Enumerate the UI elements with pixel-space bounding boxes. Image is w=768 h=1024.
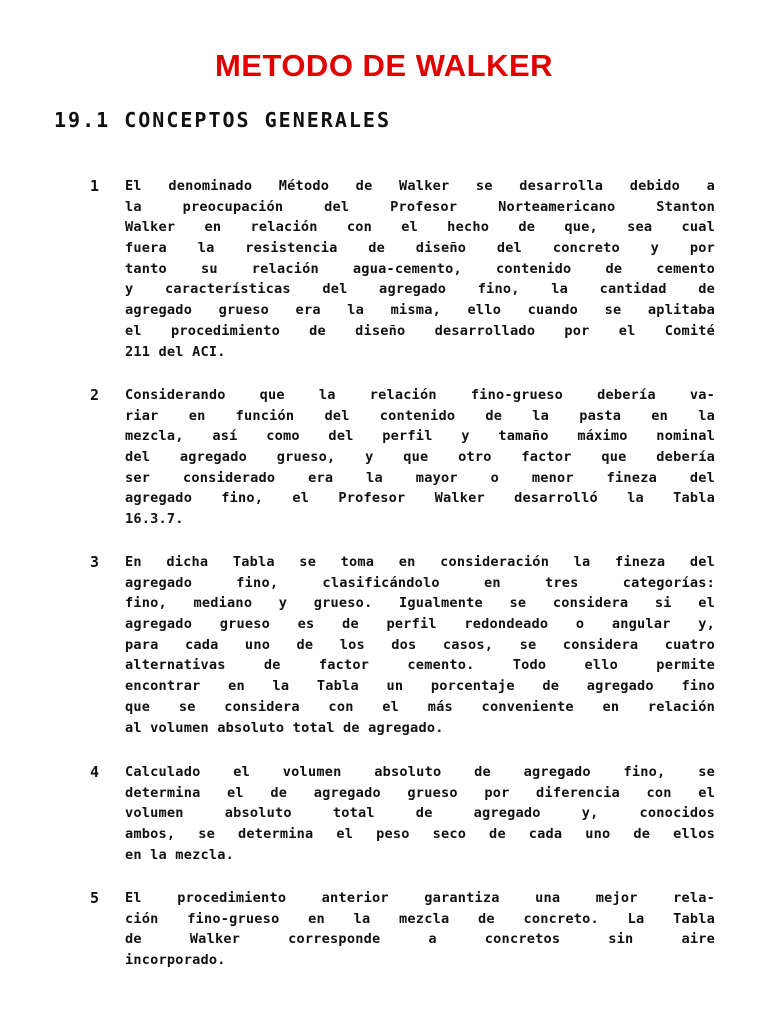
- text-line: agregado grueso era la misma, ello cuando se aplitaba: [125, 302, 715, 319]
- text-line: En dicha Tabla se toma en consideración la fineza del: [125, 554, 715, 570]
- text-line: fuera la resistencia de diseño del concreto y por: [125, 240, 715, 257]
- text-line: la preocupación del Profesor Norteamericano Stanton: [125, 198, 715, 215]
- text-line: que se considera con el más conveniente en relación: [125, 698, 715, 715]
- text-line: agregado fino, clasificándolo en tres categorías:: [125, 574, 715, 591]
- text-line: 16.3.7.: [125, 511, 184, 528]
- item-number: 4: [90, 763, 100, 781]
- paragraph-text: [125, 888, 715, 971]
- paragraph-text: [125, 176, 715, 362]
- text-line: Considerando que la relación fino-grueso debería va-: [125, 387, 715, 403]
- text-line: agregado fino, el Profesor Walker desarrolló la Tabla: [125, 490, 715, 507]
- text-line: el procedimiento de diseño desarrollado por el Comité: [125, 322, 715, 339]
- paragraph-text: [125, 552, 715, 738]
- text-line: al volumen absoluto total de agregado.: [125, 719, 444, 736]
- text-line: El procedimiento anterior garantiza una mejor rela-: [125, 890, 715, 906]
- item-number: 3: [90, 553, 100, 571]
- text-line: para cada uno de los dos casos, se considera cuatro: [125, 636, 715, 653]
- text-line: y características del agregado fino, la cantidad de: [125, 281, 715, 298]
- text-line: ambos, se determina el peso seco de cada uno de ellos: [125, 826, 715, 843]
- text-line: Walker en relación con el hecho de que, sea cual: [125, 219, 715, 236]
- text-line: ser considerado era la mayor o menor fineza del: [125, 469, 715, 486]
- text-line: agregado grueso es de perfil redondeado o angular y,: [125, 616, 715, 633]
- text-line: alternativas de factor cemento. Todo ello permite: [125, 657, 715, 674]
- paragraph-text: [125, 762, 715, 865]
- text-line: volumen absoluto total de agregado y, conocidos: [125, 805, 715, 822]
- item-number: 5: [90, 889, 100, 907]
- text-line: riar en función del contenido de la pasta en la: [125, 407, 715, 424]
- text-line: encontrar en la Tabla un porcentaje de agregado fino: [125, 678, 715, 695]
- text-line: de Walker corresponde a concretos sin aire: [125, 931, 715, 948]
- text-line: fino, mediano y grueso. Igualmente se considera si el: [125, 595, 715, 612]
- text-line: incorporado.: [125, 952, 226, 969]
- text-line: del agregado grueso, y que otro factor que debería: [125, 449, 715, 466]
- text-line: mezcla, así como del perfil y tamaño máximo nominal: [125, 428, 715, 445]
- text-line: ción fino-grueso en la mezcla de concreto. La Tabla: [125, 910, 715, 927]
- text-line: en la mezcla.: [125, 846, 234, 863]
- text-line: Calculado el volumen absoluto de agregado fino, se: [125, 764, 715, 780]
- text-line: tanto su relación agua-cemento, contenido de cemento: [125, 260, 715, 277]
- section-heading: 19.1 CONCEPTOS GENERALES: [54, 108, 391, 132]
- item-number: 2: [90, 386, 100, 404]
- document-title: METODO DE WALKER: [214, 48, 554, 83]
- item-number: 1: [90, 177, 100, 195]
- text-line: determina el de agregado grueso por diferencia con el: [125, 784, 715, 801]
- text-line: El denominado Método de Walker se desarrolla debido a: [125, 178, 715, 194]
- text-line: 211 del ACI.: [125, 343, 226, 360]
- paragraph-text: [125, 385, 715, 530]
